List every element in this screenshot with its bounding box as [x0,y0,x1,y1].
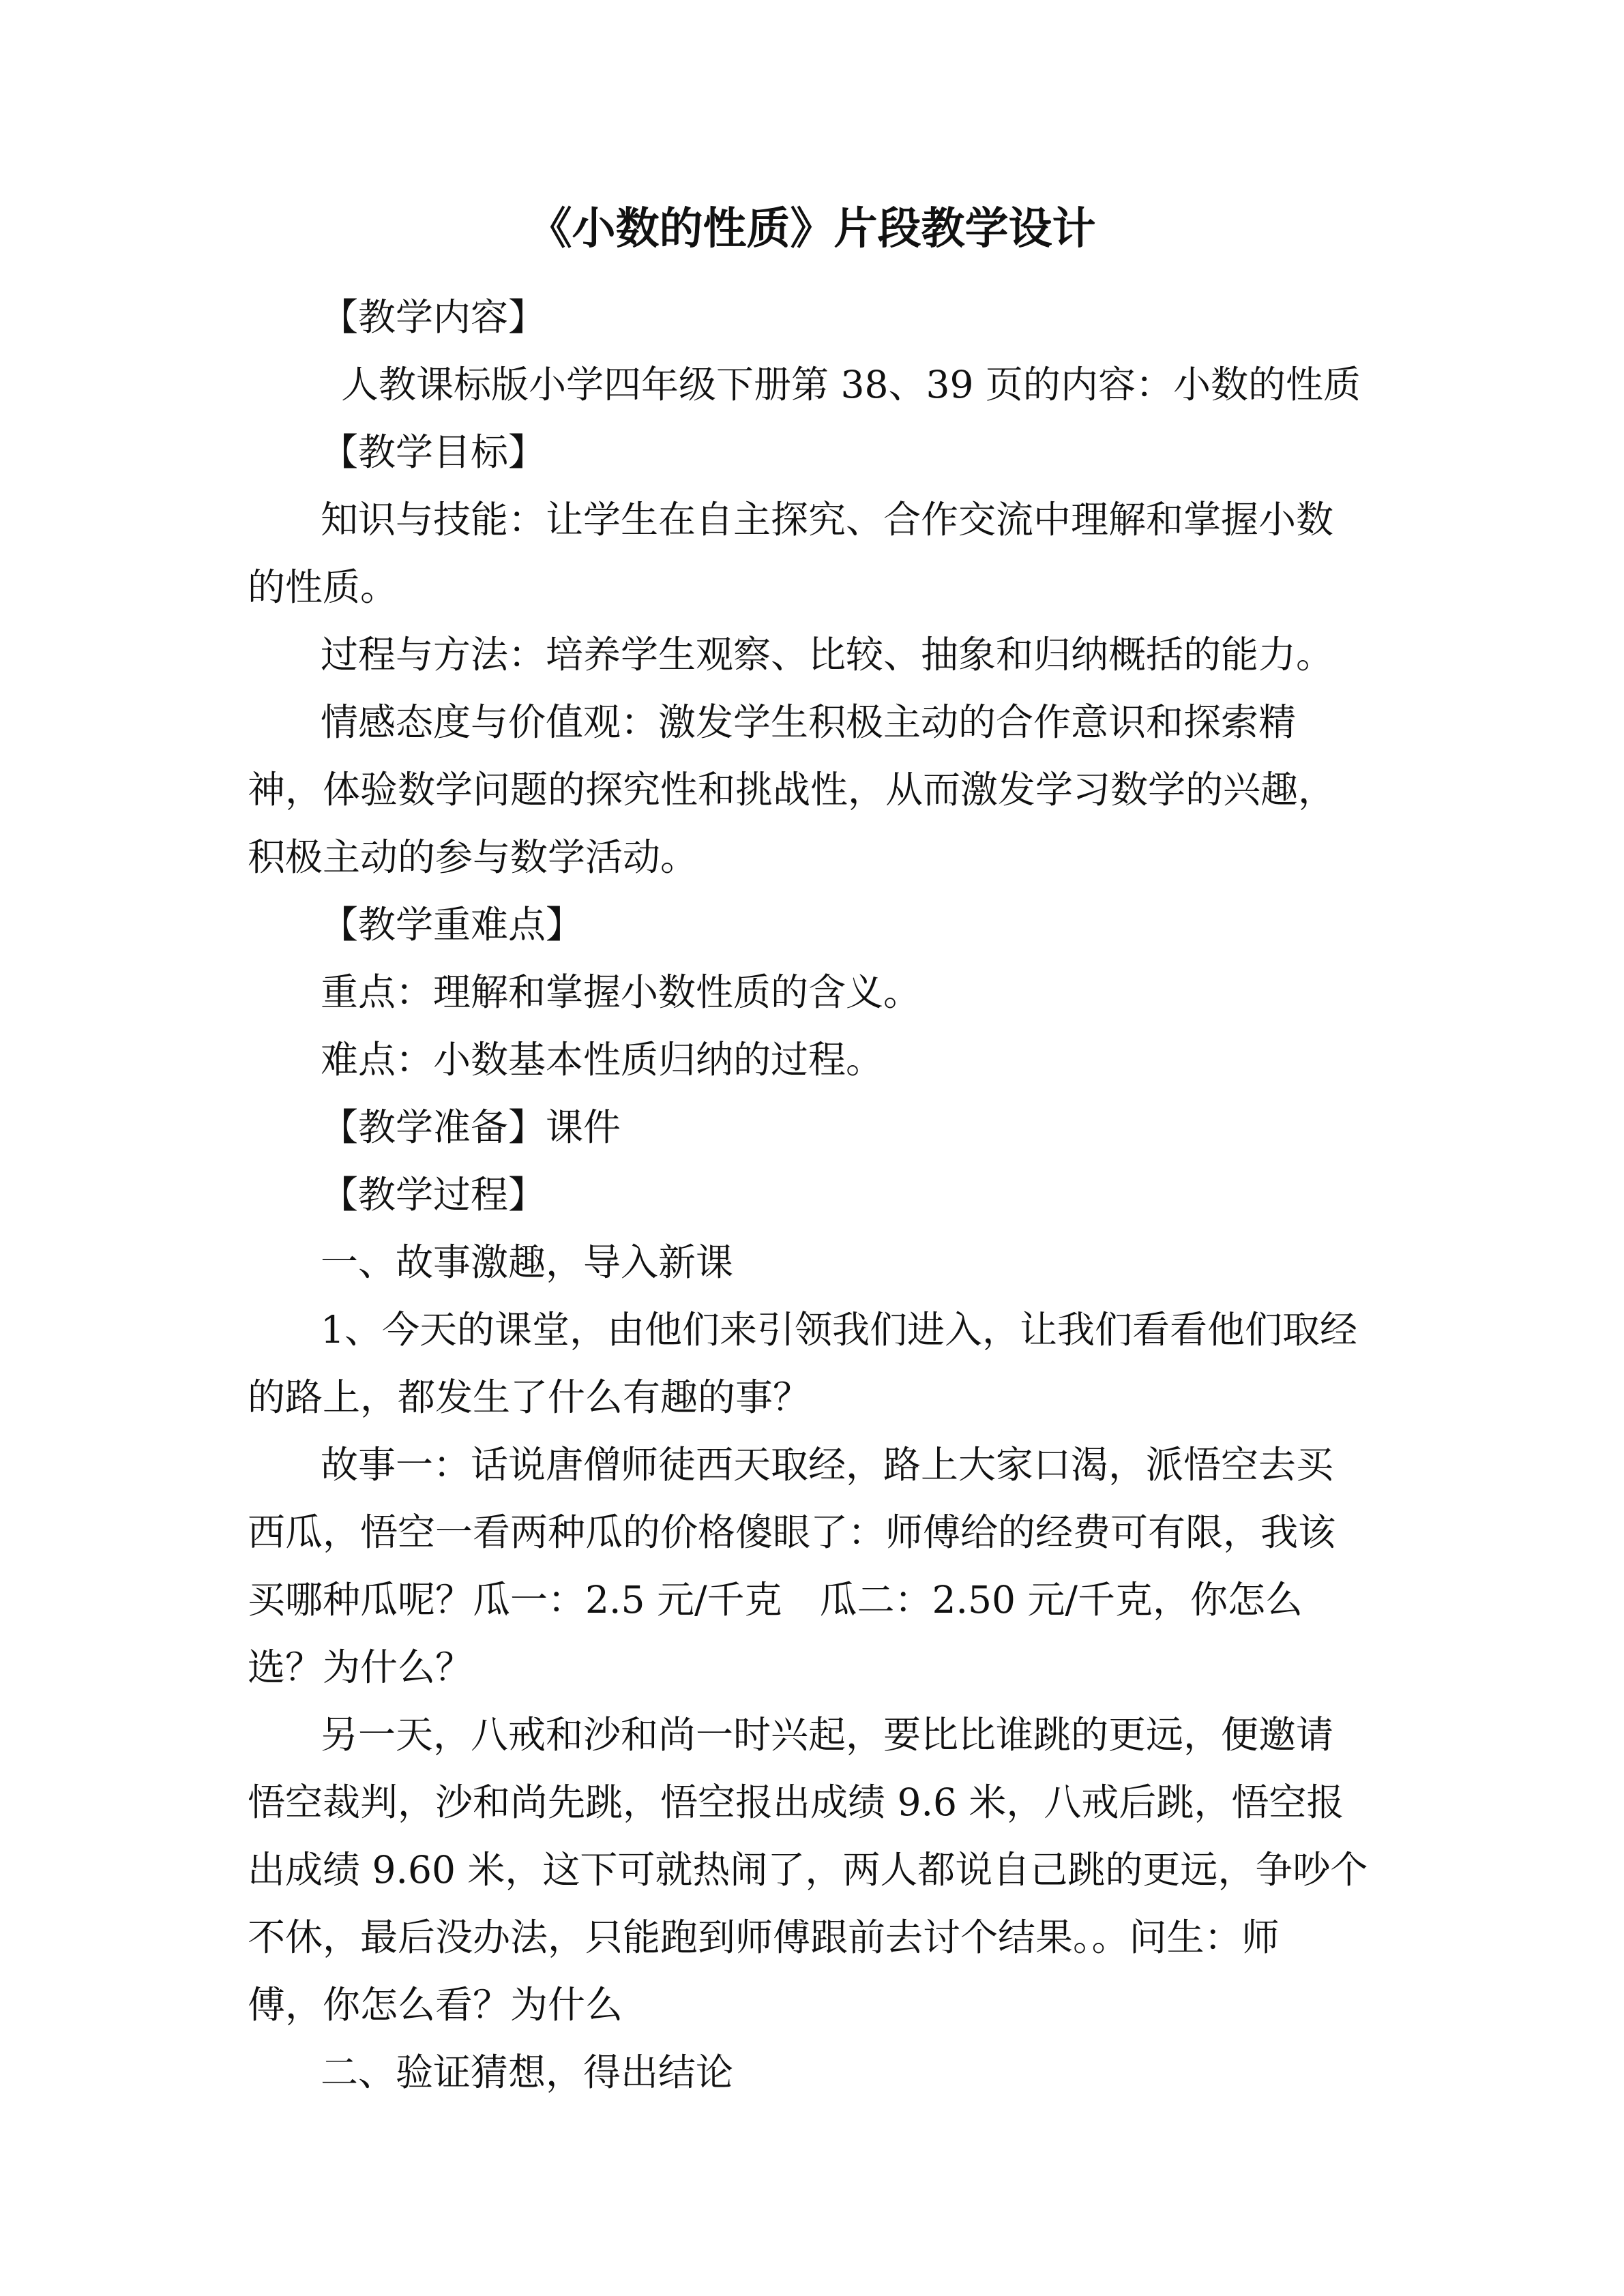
story1-line-1: 故事一：话说唐僧师徒西天取经，路上大家口渴，派悟空去买 [321,1443,1334,1487]
emotion-line-1: 情感态度与价值观：激发学生积极主动的合作意识和探索精 [321,700,1297,744]
prep-line: 【教学准备】课件 [321,1105,621,1149]
process-method-line: 过程与方法：培养学生观察、比较、抽象和归纳概括的能力。 [321,633,1334,676]
story1-line-2: 西瓜，悟空一看两种瓜的价格傻眼了：师傅给的经费可有限，我该 [248,1510,1336,1554]
story2-line-3: 出成绩 9.60 米，这下可就热闹了，两人都说自己跳的更远，争吵个 [248,1848,1368,1892]
process-heading: 【教学过程】 [321,1173,546,1217]
difficult-point: 难点：小数基本性质归纳的过程。 [321,1038,884,1082]
story2-line-2: 悟空裁判，沙和尚先跳，悟空报出成绩 9.6 米，八戒后跳，悟空报 [248,1780,1344,1824]
objectives-heading: 【教学目标】 [321,430,546,474]
knowledge-line-1: 知识与技能：让学生在自主探究、合作交流中理解和掌握小数 [321,498,1334,541]
knowledge-line-2: 的性质。 [248,565,398,609]
story1-line-4: 选？为什么？ [248,1645,473,1689]
story1-line-3: 买哪种瓜呢？瓜一：2.5 元/千克 瓜二：2.50 元/千克，你怎么 [248,1578,1303,1622]
step1-paragraph-line-2: 的路上，都发生了什么有趣的事？ [248,1375,811,1419]
step1-heading: 一、故事激趣，导入新课 [321,1240,734,1284]
story2-line-5: 傅，你怎么看？为什么 [248,1983,623,2027]
emotion-line-3: 积极主动的参与数学活动。 [248,835,698,879]
story2-line-1: 另一天，八戒和沙和尚一时兴起，要比比谁跳的更远，便邀请 [321,1713,1334,1757]
story2-line-4: 不休，最后没办法，只能跑到师傅跟前去讨个结果。。问生：师 [248,1915,1280,1959]
content-text: 人教课标版小学四年级下册第 38、39 页的内容：小数的性质 [341,363,1361,406]
keypoints-heading: 【教学重难点】 [321,903,584,946]
step2-heading: 二、验证猜想，得出结论 [321,2051,734,2094]
document-title: 《小数的性质》片段教学设计 [528,203,1096,254]
key-point: 重点：理解和掌握小数性质的含义。 [321,970,921,1014]
emotion-line-2: 神，体验数学问题的探究性和挑战性，从而激发学习数学的兴趣， [248,768,1336,811]
content-heading: 【教学内容】 [321,295,546,339]
step1-paragraph-line-1: 1、今天的课堂，由他们来引领我们进入，让我们看看他们取经 [321,1308,1357,1352]
